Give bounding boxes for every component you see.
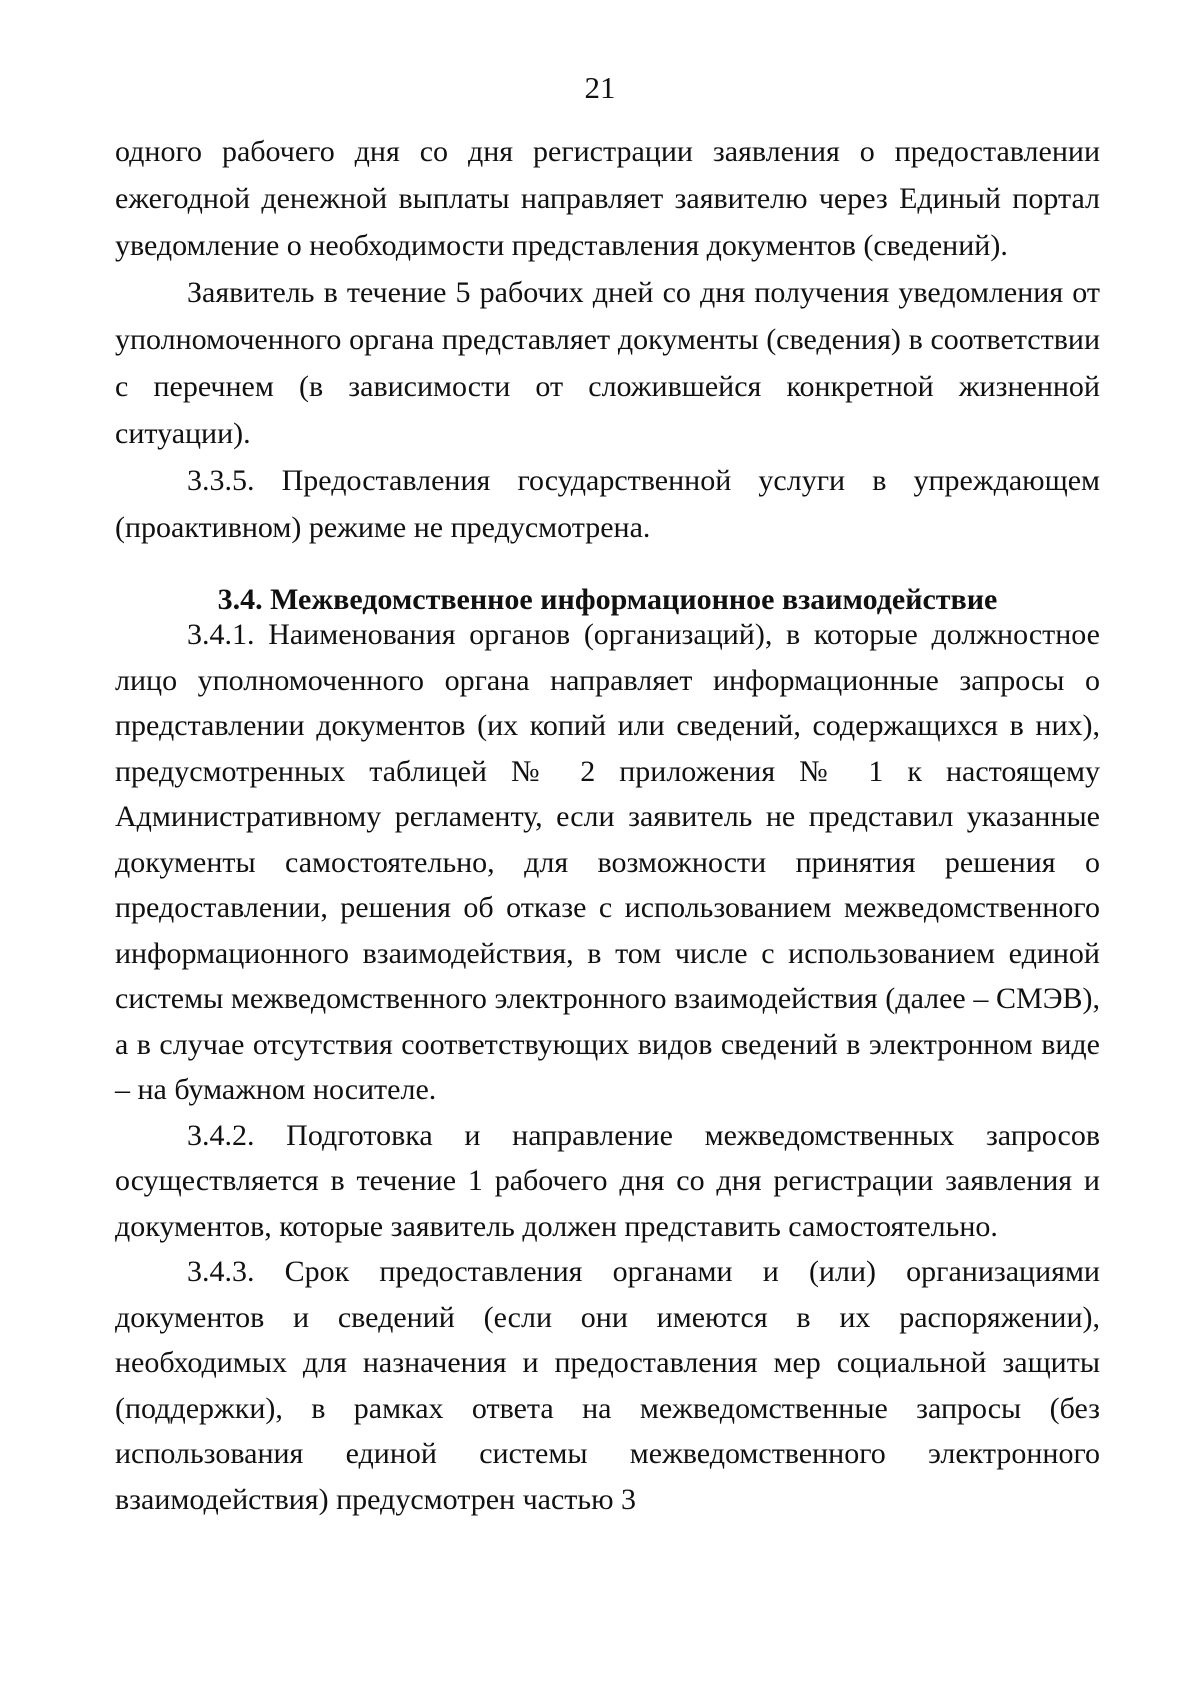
paragraph-continuation: одного рабочего дня со дня регистрации заявления о предоставлении ежегодной денежной выплаты направляет заявителю через Единый портал уведомление о необходимости представления документов (сведений). xyxy=(115,135,1100,262)
paragraph-applicant-deadline: Заявитель в течение 5 рабочих дней со дня получения уведомления от уполномоченного органа представляет документы (сведения) в соответствии с перечнем (в зависимости от сложившейся конкретной жизненной ситуации). xyxy=(115,276,1100,450)
paragraph-group-top xyxy=(115,128,1100,551)
paragraph-3-4-1: 3.4.1. Наименования органов (организаций), в которые должностное лицо уполномоченного органа направляет информационные запросы о представлении документов (их копий или сведений, содержащихся в них), предусмотренных таблицей № 2 приложения № 1 к настоящему Административному регламенту, если заявитель не представил указанные документы самостоятельно, для возможности принятия решения о предоставлении, решения об отказе с использованием межведомственного информационного взаимодействия, в том числе с использованием единой системы межведомственного электронного взаимодействия (далее – СМЭВ), а в случае отсутствия соответствующих видов сведений в электронном виде – на бумажном носителе. xyxy=(115,618,1100,1106)
paragraph-3-4-2: 3.4.2. Подготовка и направление межведомственных запросов осуществляется в течение 1 рабочего дня со дня регистрации заявления и документов, которые заявитель должен представить самостоятельно. xyxy=(115,1118,1100,1243)
paragraph-3-4-3: 3.4.3. Срок предоставления органами и (или) организациями документов и сведений (если они имеются в их распоряжении), необходимых для назначения и предоставления мер социальной защиты (поддержки), в рамках ответа на межведомственные запросы (без использования единой системы межведомственного электронного взаимодействия) предусмотрен частью 3 xyxy=(115,1255,1100,1516)
section-heading: 3.4. Межведомственное информационное взаимодействие xyxy=(217,583,998,616)
paragraph-3-3-5: 3.3.5. Предоставления государственной услуги в упреждающем (проактивном) режиме не предусмотрена. xyxy=(115,464,1100,544)
paragraph-group-bottom xyxy=(115,612,1100,1522)
page-number: 21 xyxy=(584,70,616,105)
